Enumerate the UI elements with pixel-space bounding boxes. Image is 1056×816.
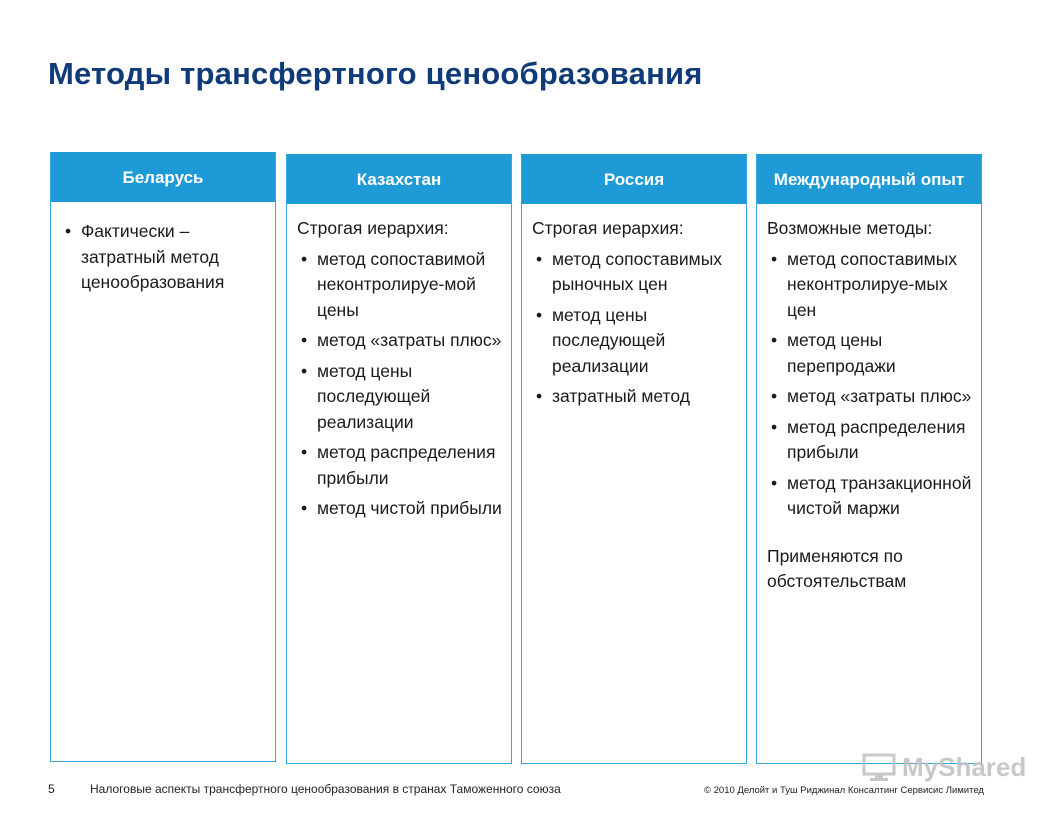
method-item-text: метод транзакционной чистой маржи (787, 472, 972, 518)
bullet-icon: • (536, 386, 543, 406)
bullet-icon: • (771, 248, 778, 269)
method-item-text: метод «затраты плюс» (317, 330, 502, 350)
method-list (297, 247, 503, 522)
column-belarus (50, 152, 276, 762)
bullet-icon: • (771, 472, 778, 493)
method-item-text: метод «затраты плюс» (787, 386, 972, 406)
method-item-text: метод чистой прибыли (317, 498, 502, 518)
footer-caption: Налоговые аспекты трансфертного ценообразования в странах Таможенного союза (90, 782, 561, 796)
column-outro: Применяются по обстоятельствам (767, 545, 907, 591)
bullet-icon: • (301, 360, 308, 381)
page-title: Методы трансфертного ценообразования (48, 56, 703, 91)
method-item-text: метод сопоставимых неконтролируе-мых цен (787, 248, 958, 320)
column-intro: Возможные методы: (767, 218, 933, 238)
column-header: Международный опыт (757, 154, 981, 204)
method-item-text: Фактически – затратный метод ценообразования (81, 221, 225, 292)
method-item (61, 219, 267, 296)
column-header: Россия (522, 154, 746, 204)
bullet-icon: • (771, 386, 778, 406)
bullet-icon: • (65, 221, 72, 241)
method-item (297, 247, 503, 324)
method-item-text: метод цены последующей реализации (317, 360, 431, 432)
presentation-board-icon (862, 753, 896, 783)
page-number: 5 (48, 782, 55, 796)
bullet-icon: • (536, 304, 543, 325)
watermark-text: MyShared (902, 752, 1027, 782)
method-list (767, 247, 973, 522)
method-item (767, 328, 973, 379)
column-body (287, 204, 511, 522)
column-header: Беларусь (51, 152, 275, 202)
method-item (767, 471, 973, 522)
column-kazakhstan (286, 154, 512, 764)
bullet-icon: • (301, 442, 308, 462)
method-list (61, 219, 267, 296)
column-intro: Строгая иерархия: (532, 218, 684, 238)
bullet-icon: • (301, 330, 308, 350)
column-body (757, 204, 981, 595)
watermark (862, 752, 1026, 783)
method-item-text: метод распределения прибыли (787, 416, 966, 462)
method-item-text: метод цены последующей реализации (552, 304, 666, 376)
method-item (297, 496, 503, 522)
method-item (297, 328, 503, 354)
method-item (297, 440, 503, 491)
column-header: Казахстан (287, 154, 511, 204)
column-intro: Строгая иерархия: (297, 218, 449, 238)
method-item-text: метод сопоставимой неконтролируе-мой цены (317, 248, 486, 320)
method-item (767, 384, 973, 410)
method-list (532, 247, 738, 410)
method-item (532, 303, 738, 380)
bullet-icon: • (301, 498, 308, 518)
column-russia (521, 154, 747, 764)
method-item-text: метод распределения прибыли (317, 442, 496, 488)
bullet-icon: • (771, 416, 778, 437)
method-item (297, 359, 503, 436)
copyright-text: © 2010 Делойт и Туш Риджинал Консалтинг Сервисис Лимитед (704, 785, 984, 796)
column-body (51, 202, 275, 296)
bullet-icon: • (771, 330, 778, 350)
method-item (532, 247, 738, 298)
column-body (522, 204, 746, 410)
bullet-icon: • (536, 248, 543, 269)
column-international (756, 154, 982, 764)
method-item (767, 415, 973, 466)
bullet-icon: • (301, 248, 308, 269)
method-item-text: метод сопоставимых рыночных цен (552, 248, 723, 294)
method-item (532, 384, 738, 410)
method-item-text: затратный метод (552, 386, 690, 406)
method-item (767, 247, 973, 324)
method-item-text: метод цены перепродажи (787, 330, 896, 376)
